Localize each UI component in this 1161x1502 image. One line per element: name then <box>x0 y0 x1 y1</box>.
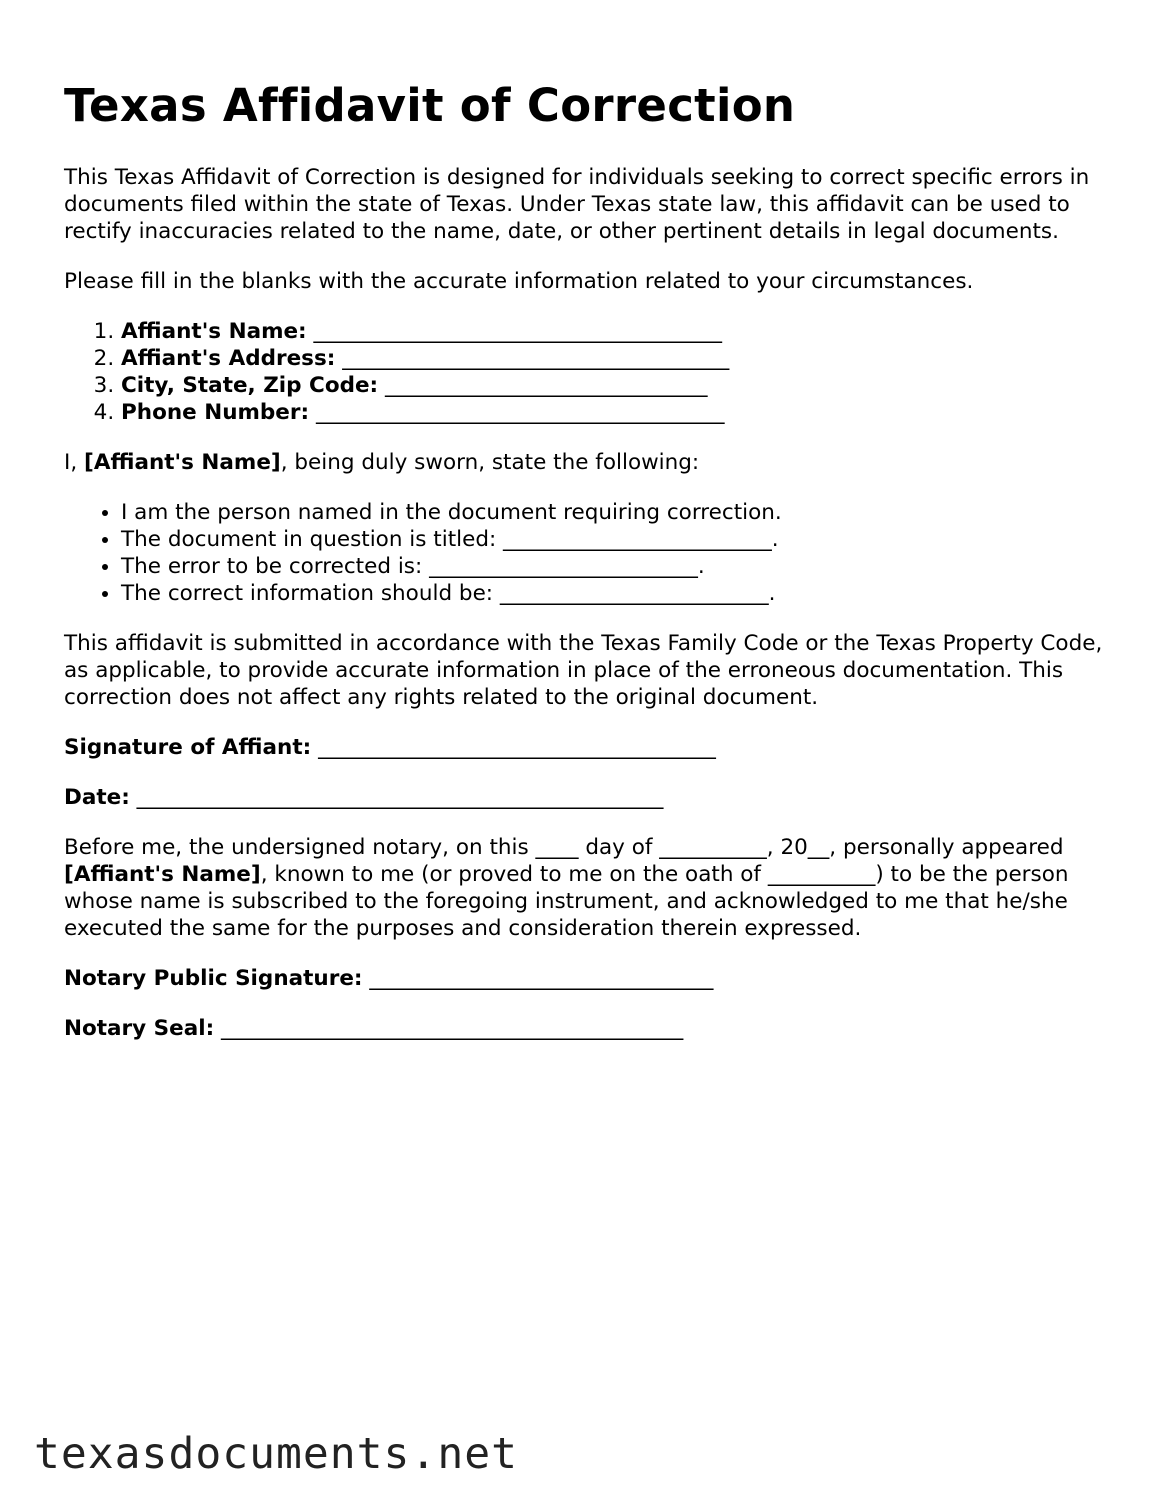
statements-list <box>64 499 1104 607</box>
document-page <box>64 78 1104 1065</box>
field-blank: ______________________________________ <box>315 400 725 425</box>
field-label: Affiant's Name: <box>121 319 307 344</box>
notary-signature-label: Notary Public Signature: <box>64 966 363 991</box>
list-item <box>121 318 1104 345</box>
notary-paragraph: Before me, the undersigned notary, on this ____ day of __________, 20__, personally appeared [Affiant's Name], known to me (or proved to me on the oath of __________) to be the person whose name is subscribed to the foregoing instrument, and acknowledged to me that he/she executed the same for the purposes and consideration therein expressed. <box>64 835 1069 941</box>
affiant-name-placeholder: [Affiant's Name] <box>84 450 281 475</box>
field-blank: ______________________________ <box>385 373 708 398</box>
field-label: City, State, Zip Code: <box>121 373 379 398</box>
date-line <box>64 784 1104 811</box>
date-blank: _________________________________________________ <box>136 785 664 810</box>
signature-blank: _____________________________________ <box>318 735 716 760</box>
field-blank: ____________________________________ <box>342 346 730 371</box>
notary-signature-line <box>64 965 1104 992</box>
date-label: Date: <box>64 785 130 810</box>
list-item <box>121 345 1104 372</box>
compliance-paragraph: This affidavit is submitted in accordance with the Texas Family Code or the Texas Property Code, as applicable, to provide accurate information in place of the erroneous documentation. This correction does not affect any rights related to the original document. <box>64 631 1103 710</box>
notary-seal-line <box>64 1015 1104 1042</box>
field-label: Affiant's Address: <box>121 346 336 371</box>
notary-signature-blank: ________________________________ <box>369 966 714 991</box>
signature-label: Signature of Affiant: <box>64 735 312 760</box>
list-item: • The correct information should be: _________________________. <box>121 580 1104 607</box>
intro-paragraph: This Texas Affidavit of Correction is designed for individuals seeking to correct specific errors in documents filed within the state of Texas. Under Texas state law, this affidavit can be used to rectify inaccuracies related to the name, date, or other pertinent details in legal documents. <box>64 165 1090 244</box>
document-title: Texas Affidavit of Correction <box>64 79 796 132</box>
instruction-paragraph: Please fill in the blanks with the accurate information related to your circumstances. <box>64 269 974 294</box>
footer-watermark: texasdocuments.net <box>34 1429 518 1479</box>
list-item: • The error to be corrected is: _________________________. <box>121 553 1104 580</box>
field-label: Phone Number: <box>121 400 310 425</box>
list-item: • The document in question is titled: _________________________. <box>121 526 1104 553</box>
sworn-statement: I, [Affiant's Name], being duly sworn, state the following: <box>64 450 700 475</box>
signature-line <box>64 734 1104 761</box>
list-item: • I am the person named in the document requiring correction. <box>121 499 1104 526</box>
list-item <box>121 372 1104 399</box>
field-blank: ______________________________________ <box>313 319 723 344</box>
list-item <box>121 399 1104 426</box>
affiant-fields-list <box>64 318 1104 426</box>
notary-seal-label: Notary Seal: <box>64 1016 215 1041</box>
notary-seal-blank: ___________________________________________ <box>221 1016 684 1041</box>
affiant-name-placeholder: [Affiant's Name] <box>64 862 261 887</box>
